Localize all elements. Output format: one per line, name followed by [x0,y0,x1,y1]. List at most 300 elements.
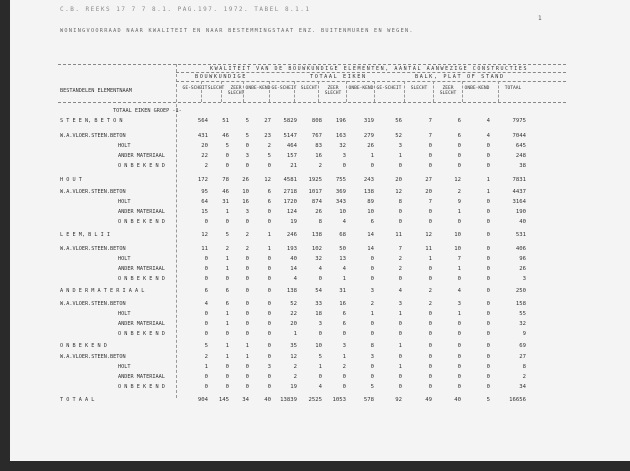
row-label: W.A.VLOER.STEEN.BETON [60,246,126,252]
table-cell: 279 [363,133,374,139]
table-cell: 49 [425,397,432,403]
table-cell: 55 [519,311,526,317]
table-cell: 23 [264,133,271,139]
table-cell: 1 [225,321,229,327]
table-cell: 96 [519,256,526,262]
table-cell: 6 [225,301,229,307]
table-cell: 102 [311,246,322,252]
sub-label-1: BOUWKUNDIGE [195,74,247,80]
table-cell: 4437 [512,189,526,195]
table-cell: 0 [486,364,490,370]
table-cell: 7 [428,118,432,124]
table-cell: 1 [342,276,346,282]
table-cell: 2 [398,256,402,262]
page-number: 1 [538,15,542,22]
table-cell: 12 [454,177,461,183]
table-cell: 0 [267,301,271,307]
table-cell: 56 [395,118,402,124]
table-cell: 10 [454,232,461,238]
table-cell: 0 [204,256,208,262]
table-cell: 10 [367,209,374,215]
table-cell: 0 [245,384,249,390]
table-cell: 0 [428,219,432,225]
table-cell: 0 [486,301,490,307]
document-header: C.B. REEKS 17 7 7 8.1. PAG.197. 1972. TABEL 8.1.1 [60,6,311,13]
table-cell: 0 [370,321,374,327]
table-cell: 0 [204,331,208,337]
table-cell: 767 [311,133,322,139]
table-cell: 2 [293,364,297,370]
table-cell: 0 [486,266,490,272]
table-cell: 1 [398,343,402,349]
row-label: ANDER MATERIAAL [118,266,165,272]
table-cell: 2 [245,232,249,238]
table-cell: 0 [267,374,271,380]
column-header: GE-SCHEIT [182,86,208,91]
table-cell: 243 [363,177,374,183]
table-cell: 8 [370,343,374,349]
table-cell: 319 [363,118,374,124]
column-divider [433,81,434,102]
row-label: HOLT [118,256,131,262]
table-cell: 8 [398,199,402,205]
table-cell: 27 [519,354,526,360]
table-cell: 0 [486,246,490,252]
row-label: ANDER MATERIAAL [118,209,165,215]
table-cell: 1 [267,246,271,252]
table-cell: 16 [315,153,322,159]
table-cell: 16656 [509,397,526,403]
table-cell: 0 [245,256,249,262]
table-cell: 40 [264,397,271,403]
table-cell: 0 [398,209,402,215]
table-cell: 1 [245,343,249,349]
table-cell: 12 [425,232,432,238]
table-cell: 10 [339,209,346,215]
table-cell: 11 [201,246,208,252]
table-cell: 0 [342,331,346,337]
table-cell: 3 [342,153,346,159]
table-cell: 0 [245,143,249,149]
table-cell: 18 [315,311,322,317]
document-page [10,0,630,461]
row-label: O N B E K E N D [118,219,165,225]
table-cell: 3 [522,276,526,282]
table-cell: 138 [286,288,297,294]
table-cell: 0 [225,153,229,159]
table-cell: 27 [425,177,432,183]
row-label: W.A.VLOER.STEEN.BETON [60,301,126,307]
table-cell: 1 [398,364,402,370]
table-cell: 0 [318,331,322,337]
table-cell: 0 [245,311,249,317]
table-cell: 2 [204,354,208,360]
table-cell: 196 [335,118,346,124]
row-label-header: BESTANDELEN ELEMENTNAAM [60,88,132,94]
table-cell: 13839 [280,397,297,403]
table-cell: 38 [519,163,526,169]
row-label: ANDER MATERIAAL [118,321,165,327]
table-cell: 1053 [332,397,346,403]
table-cell: 8 [318,219,322,225]
table-cell: 7 [398,246,402,252]
table-cell: 0 [370,364,374,370]
table-cell: 11 [395,232,402,238]
row-label: T O T A A L [60,397,95,403]
table-cell: 1 [318,364,322,370]
table-cell: 0 [428,354,432,360]
table-cell: 0 [267,354,271,360]
table-cell: 0 [428,266,432,272]
table-cell: 92 [395,397,402,403]
table-cell: 0 [267,343,271,349]
table-cell: 1 [428,256,432,262]
table-cell: 246 [286,232,297,238]
table-cell: 1 [486,189,490,195]
table-cell: 0 [267,266,271,272]
table-cell: 4581 [283,177,297,183]
table-cell: 406 [515,246,526,252]
table-cell: 31 [339,288,346,294]
table-cell: 12 [201,232,208,238]
table-cell: 6 [342,311,346,317]
column-header: ONBE-KEND [348,86,374,91]
table-cell: 7044 [512,133,526,139]
table-cell: 0 [267,163,271,169]
table-cell: 0 [245,331,249,337]
column-divider [346,81,347,102]
row-label: ANDER MATERIAAL [118,374,165,380]
table-cell: 31 [222,199,229,205]
table-cell: 14 [367,246,374,252]
table-cell: 3 [398,143,402,149]
table-cell: 69 [519,343,526,349]
table-cell: 5 [225,232,229,238]
table-cell: 6 [370,219,374,225]
row-label: L E E M, B L I I [60,232,110,238]
header-bottom-rule [58,102,566,103]
table-cell: 0 [245,374,249,380]
table-cell: 1 [293,331,297,337]
table-cell: 755 [335,177,346,183]
table-cell: 0 [486,384,490,390]
column-header: SLECHT [207,86,225,91]
table-cell: 2 [370,301,374,307]
table-cell: 19 [290,219,297,225]
table-cell: 0 [486,153,490,159]
table-cell: 0 [342,163,346,169]
table-cell: 0 [486,219,490,225]
table-cell: 193 [286,246,297,252]
column-divider [294,81,295,102]
row-label: HOLT [118,364,131,370]
table-cell: 32 [519,321,526,327]
table-cell: 0 [245,276,249,282]
column-header: GE-SCHEIT [376,86,402,91]
table-top-rule [58,64,566,65]
table-cell: 0 [267,321,271,327]
table-cell: 9 [522,331,526,337]
table-cell: 2 [225,246,229,252]
table-cell: 1925 [308,177,322,183]
table-cell: 0 [428,153,432,159]
table-cell: 2718 [283,189,297,195]
table-cell: 138 [363,189,374,195]
row-label: O N B E K E N D [118,163,165,169]
table-cell: 15 [201,209,208,215]
table-cell: 0 [225,331,229,337]
table-cell: 21 [290,163,297,169]
table-cell: 3 [318,321,322,327]
table-cell: 7 [428,199,432,205]
table-cell: 3 [370,288,374,294]
row-label: O N B E K E N D [60,343,107,349]
row-label: HOLT [118,199,131,205]
table-cell: 0 [428,331,432,337]
table-cell: 0 [398,219,402,225]
table-cell: 0 [486,343,490,349]
table-cell: 0 [457,153,461,159]
table-cell: 0 [204,384,208,390]
table-caption: WONINGVOORRAAD NAAR KWALITEIT EN NAAR BESTEMMINGSTAAT ENZ. BUITENMUREN EN WEGEN. [60,28,414,34]
column-divider [498,81,499,102]
table-cell: 0 [486,276,490,282]
table-cell: 40 [290,256,297,262]
table-cell: 0 [245,364,249,370]
table-cell: 1 [204,364,208,370]
table-cell: 0 [245,321,249,327]
column-header: ZEER SLECHT [227,86,245,97]
row-label: A N D E R M A T E R I A A L [60,288,145,294]
table-cell: 14 [367,232,374,238]
table-cell: 13 [339,256,346,262]
column-header: ZEER SLECHT [439,86,457,97]
table-cell: 0 [457,354,461,360]
table-cell: 172 [197,177,208,183]
table-cell: 250 [515,288,526,294]
table-cell: 10 [315,343,322,349]
table-cell: 0 [370,331,374,337]
table-cell: 35 [290,343,297,349]
table-cell: 3 [370,354,374,360]
table-cell: 10 [242,189,249,195]
row-label: H O U T [60,177,82,183]
column-divider [221,81,222,102]
column-header: TOTAAL [504,86,522,91]
table-cell: 0 [267,384,271,390]
table-cell: 1 [457,311,461,317]
table-cell: 7 [428,133,432,139]
sub-label-2: TOTAAL EIKEN [310,74,367,80]
column-divider [201,81,202,102]
table-cell: 0 [267,209,271,215]
table-cell: 369 [335,189,346,195]
column-divider [243,81,244,102]
table-cell: 431 [197,133,208,139]
table-cell: 0 [486,232,490,238]
table-cell: 12 [290,354,297,360]
table-cell: 248 [515,153,526,159]
table-cell: 1 [370,311,374,317]
label-column-divider [176,64,177,398]
table-cell: 6 [204,288,208,294]
table-cell: 14 [290,266,297,272]
table-cell: 0 [370,266,374,272]
table-cell: 1 [342,354,346,360]
table-cell: 0 [486,354,490,360]
table-cell: 0 [204,374,208,380]
table-cell: 4 [486,118,490,124]
table-cell: 0 [486,331,490,337]
table-cell: 578 [363,397,374,403]
table-cell: 4 [293,276,297,282]
table-cell: 0 [318,276,322,282]
table-cell: 1 [267,232,271,238]
table-cell: 0 [342,384,346,390]
table-cell: 0 [267,276,271,282]
table-cell: 6 [457,133,461,139]
table-cell: 4 [204,301,208,307]
table-cell: 3 [245,153,249,159]
table-cell: 0 [428,374,432,380]
table-cell: 26 [315,209,322,215]
table-cell: 564 [197,118,208,124]
row-label: S T E E N, B E T O N [60,118,123,124]
table-cell: 0 [398,331,402,337]
table-cell: 7831 [512,177,526,183]
table-cell: 1017 [308,189,322,195]
table-cell: 2 [428,288,432,294]
table-cell: 0 [486,374,490,380]
table-cell: 50 [339,246,346,252]
table-cell: 0 [398,163,402,169]
table-cell: 52 [395,133,402,139]
table-cell: 0 [225,384,229,390]
table-cell: 0 [398,384,402,390]
table-cell: 0 [457,143,461,149]
row-label: W.A.VLOER.STEEN.BETON [60,189,126,195]
table-cell: 157 [286,153,297,159]
table-cell: 2 [318,163,322,169]
table-cell: 0 [486,163,490,169]
row-label: O N B E K E N D [118,276,165,282]
table-cell: 904 [197,397,208,403]
sub-label-rule [176,81,566,82]
column-header: SLECHT [300,86,318,91]
table-cell: 20 [425,189,432,195]
table-cell: 51 [222,118,229,124]
table-cell: 0 [204,266,208,272]
group-title: KWALITEIT VAN DE BOUWKUNDIGE ELEMENTEN, AANTAL AANWEZIGE CONSTRUCTIES [210,66,529,72]
table-cell: 0 [457,384,461,390]
table-cell: 4 [342,266,346,272]
table-cell: 0 [225,163,229,169]
row-label: O N B E K E N D [118,331,165,337]
table-cell: 1 [225,343,229,349]
table-cell: 0 [398,321,402,327]
table-cell: 26 [367,143,374,149]
table-cell: 1 [457,209,461,215]
table-cell: 0 [457,276,461,282]
table-cell: 27 [264,118,271,124]
table-cell: 0 [428,384,432,390]
table-cell: 0 [245,288,249,294]
table-cell: 0 [318,374,322,380]
table-cell: 1 [225,209,229,215]
column-divider [404,81,405,102]
table-cell: 808 [311,118,322,124]
row-label: ANDER MATERIAAL [118,153,165,159]
table-cell: 2 [267,143,271,149]
table-cell: 26 [519,266,526,272]
table-cell: 1 [225,266,229,272]
table-cell: 0 [370,276,374,282]
group-title-rule [176,72,566,73]
table-cell: 12 [395,189,402,195]
table-cell: 0 [398,276,402,282]
table-cell: 0 [398,354,402,360]
table-cell: 4 [342,219,346,225]
table-cell: 64 [201,199,208,205]
table-cell: 0 [225,219,229,225]
table-cell: 0 [225,364,229,370]
table-cell: 0 [245,163,249,169]
table-cell: 4 [318,384,322,390]
table-cell: 19 [290,384,297,390]
table-cell: 40 [519,219,526,225]
table-cell: 0 [428,276,432,282]
table-cell: 7 [457,256,461,262]
table-cell: 0 [245,301,249,307]
table-cell: 2 [293,374,297,380]
table-cell: 2 [522,374,526,380]
table-cell: 7975 [512,118,526,124]
column-divider [269,81,270,102]
table-cell: 0 [486,199,490,205]
table-cell: 0 [342,374,346,380]
table-cell: 1 [225,256,229,262]
table-cell: 0 [428,163,432,169]
table-cell: 0 [428,311,432,317]
table-cell: 46 [222,133,229,139]
table-cell: 1 [398,153,402,159]
table-cell: 22 [290,311,297,317]
table-cell: 1 [486,177,490,183]
table-cell: 20 [395,177,402,183]
table-cell: 46 [222,189,229,195]
table-cell: 95 [201,189,208,195]
column-header: ONBE-KEND [245,86,271,91]
table-cell: 0 [370,163,374,169]
table-cell: 68 [339,232,346,238]
table-cell: 54 [315,288,322,294]
table-cell: 0 [486,321,490,327]
table-cell: 2 [204,163,208,169]
column-header: ONBE-KEND [464,86,490,91]
table-cell: 11 [425,246,432,252]
row-label: O N B E K E N D [118,384,165,390]
table-cell: 0 [204,219,208,225]
column-header: ZEER SLECHT [324,86,342,97]
table-cell: 1 [398,311,402,317]
column-divider [462,81,463,102]
table-cell: 0 [204,321,208,327]
table-cell: 2 [245,246,249,252]
table-cell: 0 [245,219,249,225]
table-cell: 0 [204,276,208,282]
table-cell: 78 [222,177,229,183]
table-cell: 34 [242,397,249,403]
